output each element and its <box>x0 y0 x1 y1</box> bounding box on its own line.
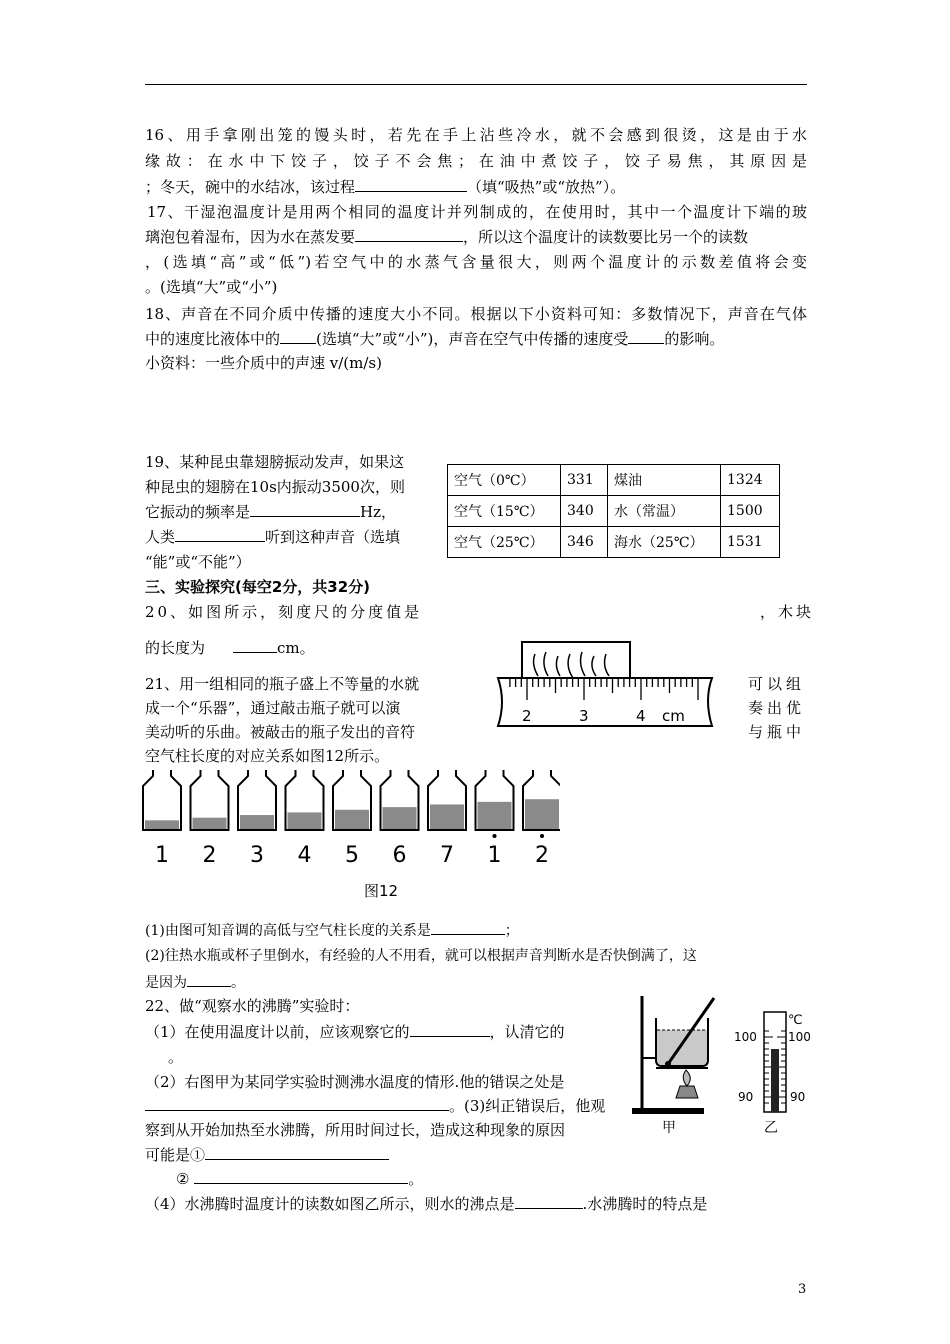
q19-blank1[interactable] <box>250 501 360 517</box>
q21-line1-a: 21、用一组相同的瓶子盛上不等量的水就 <box>145 675 420 693</box>
q16-line3-a: ；冬天，碗中的水结冰，该过程 <box>145 178 356 196</box>
ruler-figure <box>490 640 720 740</box>
q18-line3: 小资料：一些介质中的声速 v/(m/s) <box>145 354 382 372</box>
note-label: 1 <box>487 843 502 868</box>
note-high-dot <box>540 834 544 838</box>
header-rule <box>145 84 807 85</box>
figure-12-caption: 图12 <box>364 882 399 900</box>
q21-line1-b: 可以组 <box>748 675 806 693</box>
q20-line1-a: 20、如图所示，刻度尺的分度值是 <box>145 603 423 621</box>
thermometer-label-left-top: 100 <box>734 1030 757 1044</box>
q19-line3-a: 它振动的频率是 <box>145 503 251 521</box>
table-row <box>448 465 780 496</box>
q22-p6 <box>145 1193 707 1215</box>
q21-sub3-b: 。 <box>231 975 245 991</box>
sound-speed-table <box>447 464 780 558</box>
table-cell: 煤油 <box>608 465 721 496</box>
q18-line1: 18、声音在不同介质中传播的速度大小不同。根据以下小资料可知：多数情况下，声音在气体 <box>145 305 807 323</box>
thermometer-label-right-bottom: 90 <box>790 1090 806 1104</box>
q22-p3: 察到从开始加热至水沸腾，所用时间过长，造成这种现象的原因 <box>145 1121 566 1139</box>
q19-line3 <box>145 501 396 523</box>
flame <box>683 1070 690 1086</box>
q18-line2-c: 的影响。 <box>664 330 725 348</box>
bottle-water <box>383 807 417 829</box>
q22-p6-a: （4）水沸腾时温度计的读数如图乙所示，则水的沸点是 <box>145 1195 515 1213</box>
beaker-water <box>657 1030 707 1065</box>
q17-line2-a: 璃泡包着湿布，因为水在蒸发要 <box>145 228 356 246</box>
q22-blank1[interactable] <box>410 1021 490 1037</box>
q18-blank2[interactable] <box>628 328 664 344</box>
thermometer-label-left-bottom: 90 <box>738 1090 754 1104</box>
q22-title: 22、做“观察水的沸腾”实验时： <box>145 997 360 1015</box>
q19-line4-b: 听到这种声音（选填 <box>265 528 401 546</box>
page-number: 3 <box>798 1282 807 1297</box>
bottle-water <box>145 820 179 829</box>
q22-p1-c: 。 <box>168 1048 184 1066</box>
q18-line2-a: 中的速度比液体中的 <box>145 330 281 348</box>
q22-blank3[interactable] <box>205 1144 389 1160</box>
note-label: 4 <box>297 843 312 868</box>
table-cell: 水（常温） <box>608 496 721 527</box>
q19-line5: “能”或“不能”） <box>145 553 251 571</box>
alcohol-lamp <box>676 1086 698 1098</box>
q19-line4 <box>145 526 400 548</box>
q19-line2: 种昆虫的翅膀在10s内振动3500次，则 <box>145 478 405 496</box>
q22-blank5[interactable] <box>515 1193 583 1209</box>
table-cell: 331 <box>561 465 608 496</box>
q22-p2 <box>145 1095 605 1117</box>
note-label: 1 <box>155 843 169 868</box>
q22-p1-b: ，认清它的 <box>489 1023 565 1041</box>
ruler-label: 2 <box>522 707 532 725</box>
note-label: 2 <box>535 843 549 868</box>
q17-line4: 。(选填“大”或“小”) <box>145 278 278 296</box>
q21-sub3-a: 是因为 <box>145 975 187 991</box>
q16-line1: 16、用手拿刚出笼的馒头时，若先在手上沾些冷水，就不会感到很烫，这是由于水 <box>145 126 807 144</box>
q22-p2a: （2）右图甲为某同学实验时测沸水温度的情形.他的错误之处是 <box>145 1073 565 1091</box>
q20-line2-b: cm。 <box>277 639 315 657</box>
q21-line4: 空气柱长度的对应关系如图12所示。 <box>145 747 390 765</box>
bottle <box>333 770 371 868</box>
bottle-water <box>478 802 512 829</box>
bottle-water <box>240 815 274 829</box>
note-label: 7 <box>440 843 454 868</box>
table-row <box>448 527 780 558</box>
q17-line1: 17、干湿泡温度计是用两个相同的温度计并列制成的，在使用时，其中一个温度计下端的玻 <box>147 203 807 221</box>
q16-line3-b: （填“吸热”或“放热”）。 <box>467 178 626 196</box>
q22-p4 <box>145 1144 389 1166</box>
q22-p4-a: 可能是① <box>145 1146 206 1164</box>
q21-line2-b: 奏出优 <box>748 699 806 717</box>
section-heading: 三、实验探究(每空2分，共32分) <box>145 578 371 596</box>
bottle <box>523 770 560 868</box>
figure-jia-label: 甲 <box>662 1120 676 1136</box>
q22-p1-a: （1）在使用温度计以前，应该观察它的 <box>145 1023 410 1041</box>
q21-sub1 <box>145 919 519 942</box>
q22-p2-b: 。(3)纠正错误后，他观 <box>449 1097 606 1115</box>
q21-blank1[interactable] <box>431 919 505 935</box>
bottle <box>191 770 229 868</box>
bottle-water <box>288 812 322 829</box>
q22-p5-b: 。 <box>408 1170 424 1188</box>
note-high-dot <box>493 834 497 838</box>
q19-line1: 19、某种昆虫靠翅膀振动发声，如果这 <box>145 453 405 471</box>
table-cell: 340 <box>561 496 608 527</box>
boiling-apparatus-figure <box>628 990 720 1120</box>
table-cell: 空气（15℃） <box>448 496 561 527</box>
q22-blank2[interactable] <box>145 1095 449 1111</box>
bottle <box>286 770 324 868</box>
note-label: 3 <box>250 843 264 868</box>
q21-line3-b: 与瓶中 <box>748 723 806 741</box>
q17-line2 <box>145 226 748 248</box>
thermometer-unit: ℃ <box>788 1013 803 1028</box>
table-cell: 空气（25℃） <box>448 527 561 558</box>
q19-line3-b: Hz， <box>360 503 396 521</box>
q20-line1-b: ，木块 <box>760 603 815 621</box>
q18-blank1[interactable] <box>280 328 316 344</box>
bottle <box>476 770 514 868</box>
q21-sub1-b: ； <box>504 923 519 939</box>
bottle-water <box>525 799 559 829</box>
ruler-label: 4 <box>636 707 646 725</box>
table-cell: 空气（0℃） <box>448 465 561 496</box>
table-cell: 1500 <box>721 496 780 527</box>
q20-line2-a: 的长度为 <box>145 639 206 657</box>
q16-line3 <box>145 176 625 198</box>
q21-sub3 <box>145 971 245 994</box>
q22-p1 <box>145 1021 565 1043</box>
q19-line4-a: 人类 <box>145 528 176 546</box>
note-label: 5 <box>345 843 359 868</box>
table-cell: 1531 <box>721 527 780 558</box>
q19-blank2[interactable] <box>175 526 265 542</box>
thermometer-bulb <box>665 1061 671 1067</box>
q20-blank[interactable] <box>233 637 277 653</box>
thermometer-reading-figure <box>726 1004 816 1114</box>
mercury-column <box>771 1049 779 1112</box>
bottle-water <box>335 810 369 829</box>
ruler-unit: cm <box>662 707 685 725</box>
table-cell: 海水（25℃） <box>608 527 721 558</box>
ruler-label: 3 <box>579 707 589 725</box>
q21-blank2[interactable] <box>187 971 231 987</box>
q16-line2: 缘故：在水中下饺子，饺子不会焦；在油中煮饺子，饺子易焦，其原因是 <box>145 152 807 170</box>
q18-line2-b: (选填“大”或“小”)，声音在空气中传播的速度受 <box>316 330 629 348</box>
bottle-water <box>430 804 464 829</box>
q17-line3: ，(选填“高”或“低”)若空气中的水蒸气含量很大，则两个温度计的示数差值将会变 <box>145 253 807 271</box>
note-label: 6 <box>392 843 407 868</box>
q21-line3-a: 美动听的乐曲。被敲击的瓶子发出的音符 <box>145 723 416 741</box>
q22-blank4[interactable] <box>194 1168 408 1184</box>
q22-p5 <box>176 1168 423 1190</box>
bottle <box>238 770 276 868</box>
table-cell: 1324 <box>721 465 780 496</box>
bottle-water <box>193 818 227 829</box>
thermometer-label-right-top: 100 <box>788 1030 811 1044</box>
q22-p5-a: ② <box>176 1170 190 1188</box>
bottle <box>381 770 419 868</box>
table-cell: 346 <box>561 527 608 558</box>
table-row <box>448 496 780 527</box>
q21-sub2: (2)往热水瓶或杯子里倒水，有经验的人不用看，就可以根据声音判断水是否快倒满了，这 <box>145 948 697 964</box>
bottles-figure <box>140 768 560 868</box>
figure-yi-label: 乙 <box>764 1120 778 1136</box>
q21-sub1-a: (1)由图可知音调的高低与空气柱长度的关系是 <box>145 923 431 939</box>
note-label: 2 <box>202 843 217 868</box>
q21-line2-a: 成一个“乐器”，通过敲击瓶子就可以演 <box>145 699 401 717</box>
bottle <box>143 770 181 868</box>
bottle <box>428 770 466 868</box>
q17-blank1[interactable] <box>355 226 463 242</box>
q17-line2-b: ，所以这个温度计的读数要比另一个的读数 <box>463 228 749 246</box>
q18-line2 <box>145 328 724 350</box>
q20-line2 <box>145 637 315 659</box>
stand-base <box>632 1108 704 1114</box>
q16-blank[interactable] <box>355 176 467 192</box>
q22-p6-b: .水沸腾时的特点是 <box>582 1195 708 1213</box>
